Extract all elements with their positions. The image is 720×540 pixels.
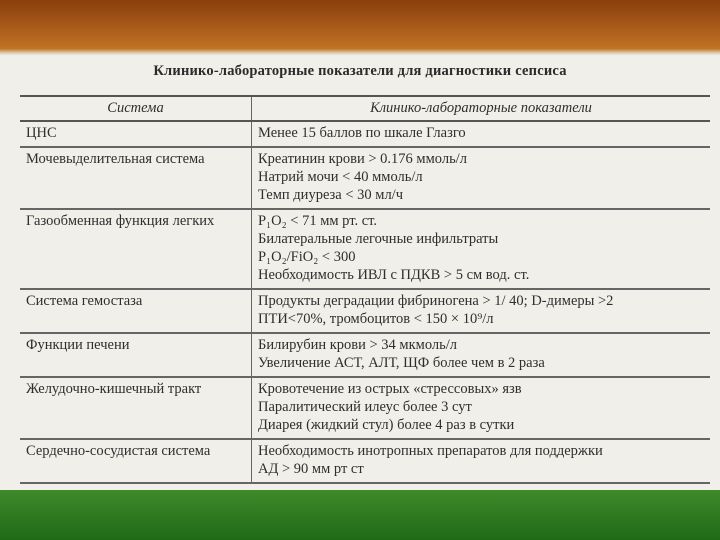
table-header-row	[20, 96, 710, 121]
indicator-line: Диарея (жидкий стул) более 4 раз в сутки	[258, 417, 515, 433]
indicator-line: Креатинин крови > 0.176 ммоль/л	[258, 151, 467, 167]
system-cell: Мочевыделительная система	[20, 147, 252, 209]
indicator-line: Натрий мочи < 40 ммоль/л	[258, 169, 423, 185]
document-sheet	[0, 55, 720, 490]
indicator-line: Необходимость инотропных препаратов для поддержки	[258, 443, 603, 459]
column-header-indicators: Клинико-лабораторные показатели	[252, 96, 711, 121]
system-cell: Желудочно-кишечный тракт	[20, 377, 252, 439]
sepsis-criteria-table	[20, 95, 710, 484]
indicators-cell	[252, 377, 711, 439]
indicator-line: ПТИ<70%, тромбоцитов < 150 × 10⁹/л	[258, 311, 494, 327]
indicators-cell	[252, 209, 711, 289]
table-row	[20, 439, 710, 483]
document-title: Клинико-лабораторные показатели для диагностики сепсиса	[153, 63, 567, 79]
indicator-line: Темп диуреза < 30 мл/ч	[258, 187, 403, 203]
table-row	[20, 121, 710, 147]
indicators-cell	[252, 439, 711, 483]
system-cell: Газообменная функция легких	[20, 209, 252, 289]
indicator-line: АД > 90 мм рт ст	[258, 461, 364, 477]
indicator-line: Кровотечение из острых «стрессовых» язв	[258, 381, 522, 397]
indicators-cell	[252, 289, 711, 333]
table-row	[20, 209, 710, 289]
indicator-line: P₁O₂/FiO₂ < 300	[258, 249, 356, 265]
column-header-system: Система	[20, 96, 252, 121]
indicator-line: Паралитический илеус более 3 сут	[258, 399, 472, 415]
system-cell: Функции печени	[20, 333, 252, 377]
table-row	[20, 377, 710, 439]
indicator-line: Менее 15 баллов по шкале Глазго	[258, 125, 466, 141]
system-cell: Система гемостаза	[20, 289, 252, 333]
indicators-cell	[252, 121, 711, 147]
footer-band	[0, 490, 720, 540]
table-row	[20, 333, 710, 377]
indicator-line: Билатеральные легочные инфильтраты	[258, 231, 499, 247]
indicators-cell	[252, 333, 711, 377]
indicator-line: Увеличение АСТ, АЛТ, ЩФ более чем в 2 раза	[258, 355, 545, 371]
indicators-cell	[252, 147, 711, 209]
indicator-line: Необходимость ИВЛ с ПДКВ > 5 см вод. ст.	[258, 267, 530, 283]
table-row	[20, 289, 710, 333]
table-row	[20, 147, 710, 209]
system-cell: Сердечно-сосудистая система	[20, 439, 252, 483]
indicator-line: P₁O₂ < 71 мм рт. ст.	[258, 213, 378, 229]
indicator-line: Продукты деградации фибриногена > 1/ 40; D-димеры >2	[258, 293, 614, 309]
indicator-line: Билирубин крови > 34 мкмоль/л	[258, 337, 457, 353]
system-cell: ЦНС	[20, 121, 252, 147]
